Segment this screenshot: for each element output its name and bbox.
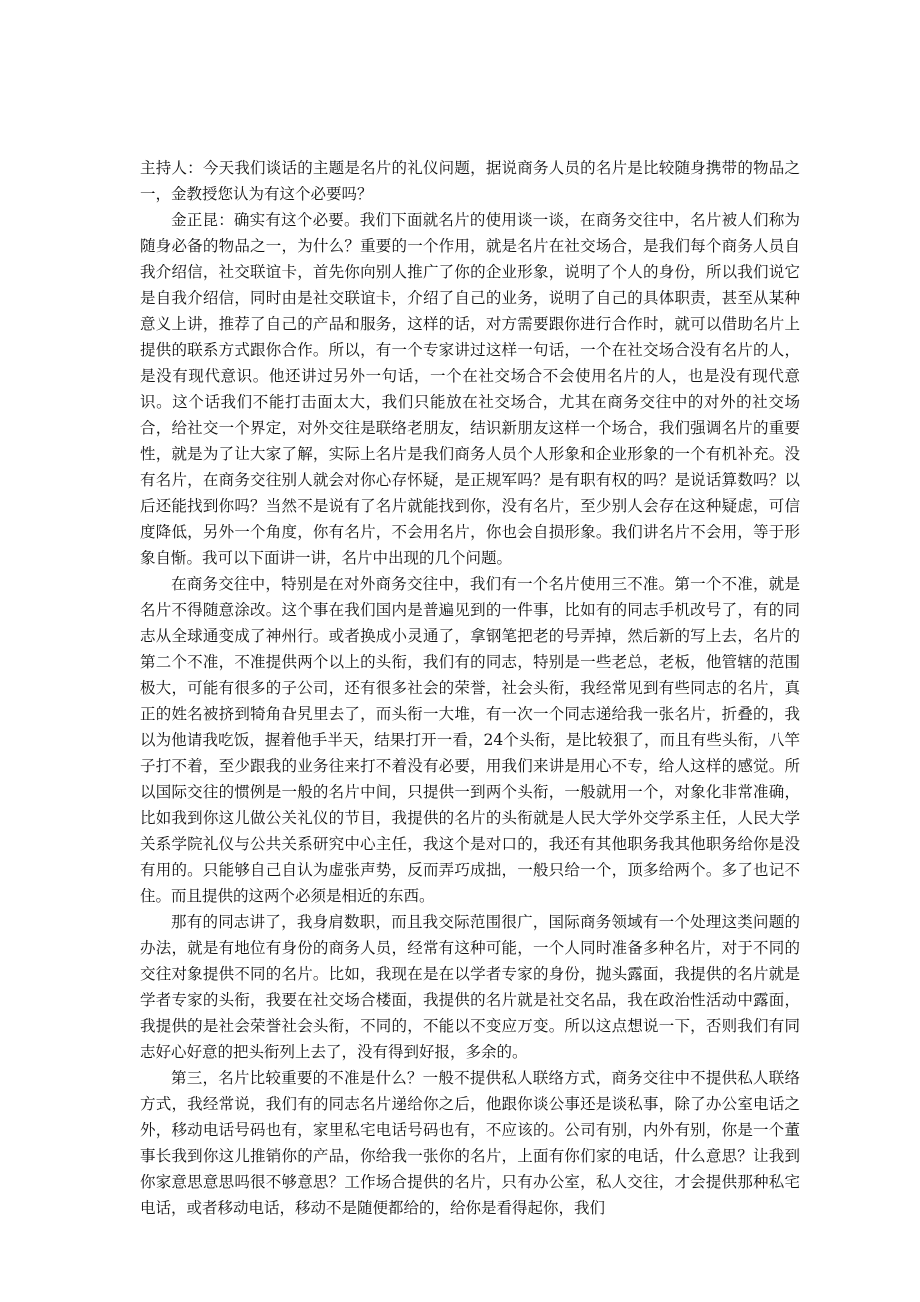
paragraph-host-intro: 主持人：今天我们谈话的主题是名片的礼仪问题，据说商务人员的名片是比较随身携带的物品之一，金教授您认为有这个必要吗？ [140,159,800,203]
paragraph-three-prohibitions: 在商务交往中，特别是在对外商务交往中，我们有一个名片使用三不准。第一个不准，就是名片不得随意涂改。这个事在我们国内是普遍见到的一件事，比如有的同志手机改号了，有的同志从全球通变成了神州行。或者换成小灵通了，拿钢笔把老的号弄掉，然后新的写上去，名片的第二个不准，不准提供两个以上的头衔，我们有的同志，特别是一些老总，老板，他管辖的范围极大，可能有很多的子公司，还有很多社会的荣誉，社会头衔，我经常见到有些同志的名片，真正的姓名被挤到犄角旮旯里去了，而头衔一大堆，有一次一个同志递给我一张名片，折叠的，我以为他请我吃饭，握着他手半天，结果打开一看，24个头衔，是比较狠了，而且有些头衔，八竿子打不着，至少跟我的业务往来打不着没有必要，用我们来讲是用心不专，给人这样的感觉。所以国际交往的惯例是一般的名片中间，只提供一到两个头衔，一般就用一个，对象化非常准确，比如我到你这儿做公关礼仪的节目，我提供的名片的头衔就是人民大学外交学系主任，人民大学关系学院礼仪与公共关系研究中心主任，我这个是对口的，我还有其他职务我其他职务给你是没有用的。只能够自己自认为虚张声势，反而弄巧成拙，一般只给一个，顶多给两个。多了也记不住。而且提供的这两个必须是相近的东西。 [140,575,800,905]
paragraph-private-contact: 第三，名片比较重要的不准是什么？一般不提供私人联络方式，商务交往中不提供私人联络方式，我经常说，我们有的同志名片递给你之后，他跟你谈公事还是谈私事，除了办公室电话之外，移动电话号码也有，家里私宅电话号码也有，不应该的。公司有别，内外有别，你是一个董事长我到你这儿推销你的产品，你给我一张你的名片，上面有你们家的电话，什么意思？让我到你家意思意思吗很不够意思？工作场合提供的名片，只有办公室，私人交往，才会提供那种私宅电话，或者移动电话，移动不是随便都给的，给你是看得起你，我们 [140,1069,800,1217]
paragraph-multiple-cards: 那有的同志讲了，我身肩数职，而且我交际范围很广，国际商务领域有一个处理这类问题的办法，就是有地位有身份的商务人员，经常有这种可能，一个人同时准备多种名片，对于不同的交往对象提供不同的名片。比如，我现在是在以学者专家的身份，抛头露面，我提供的名片就是学者专家的头衔，我要在社交场合楼面，我提供的名片就是社交名品，我在政治性活动中露面，我提供的是社会荣誉社会头衔，不同的，不能以不变应万变。所以这点想说一下，否则我们有同志好心好意的把头衔列上去了，没有得到好报，多余的。 [140,913,800,1061]
document-page [140,155,800,1221]
paragraph-business-card-importance: 金正昆：确实有这个必要。我们下面就名片的使用谈一谈，在商务交往中，名片被人们称为随身必备的物品之一，为什么？重要的一个作用，就是名片在社交场合，是我们每个商务人员自我介绍信，社交联谊卡，首先你向别人推广了你的企业形象，说明了个人的身份，所以我们说它是自我介绍信，同时由是社交联谊卡，介绍了自己的业务，说明了自己的具体职责，甚至从某种意义上讲，推荐了自己的产品和服务，这样的话，对方需要跟你进行合作时，就可以借助名片上提供的联系方式跟你合作。所以，有一个专家讲过这样一句话，一个在社交场合没有名片的人，是没有现代意识。他还讲过另外一句话，一个在社交场合不会使用名片的人，也是没有现代意识。这个话我们不能打击面太大，我们只能放在社交场合，尤其在商务交往中的对外的社交场合，给社交一个界定，对外交往是联络老朋友，结识新朋友这样一个场合，我们强调名片的重要性，就是为了让大家了解，实际上名片是我们商务人员个人形象和企业形象的一个有机补充。没有名片，在商务交往别人就会对你心存怀疑，是正规军吗？是有职有权的吗？是说话算数吗？以后还能找到你吗？当然不是说有了名片就能找到你，没有名片，至少别人会存在这种疑虑，可信度降低，另外一个角度，你有名片，不会用名片，你也会自损形象。我们讲名片不会用，等于形象自惭。我可以下面讲一讲，名片中出现的几个问题。 [140,211,800,567]
